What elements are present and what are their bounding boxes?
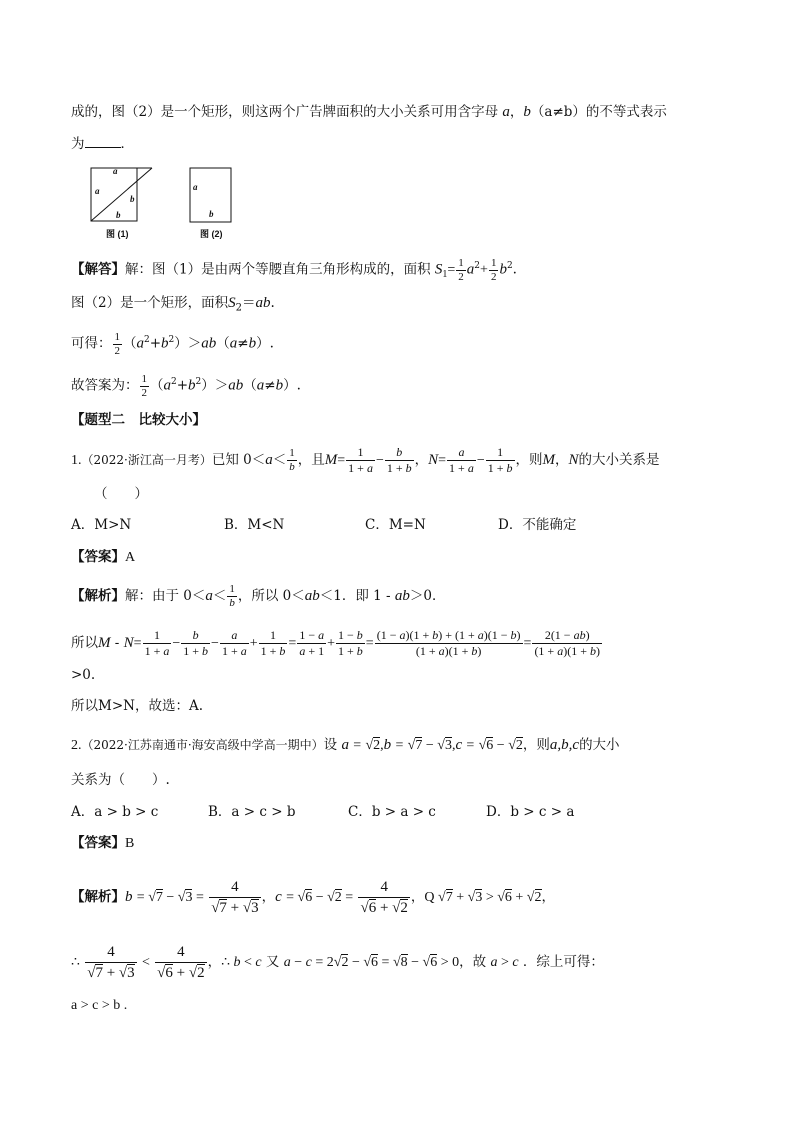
question-tail: 的不等式表示 xyxy=(585,104,667,120)
question-1-analysis-line-2: 所以M - N= $\frac{1}{1 + a}$ − $\frac{b}{1 + b}$ − $\frac{a}{1 + a}$ + $\frac{1}{1 + b}$ = $\frac{1 - a}{a + 1}$ + $\frac{1 - b}{1 + b}$ = $\frac{(1 - a)(1 + b) + (1 + a)(1 - b)}{(1 + a)(1 + b)}$ = $\frac{2(1 - ab)}{(1 + a)(1 + b)}$ xyxy=(71,628,600,658)
figure-1-label-a-left: a xyxy=(95,186,100,196)
option-b: B．M<N xyxy=(224,517,285,533)
question-text-2: 为 xyxy=(71,136,85,152)
option-c: C．M=N xyxy=(365,517,426,533)
var-b: b xyxy=(523,104,531,120)
answer-line-3: 可得： $\frac{1}{2}$ $(a^2+b^2)>ab(a\ne b)$. xyxy=(71,330,274,357)
answer-value: A xyxy=(125,550,136,565)
figure-1-caption: 图 (1) xyxy=(106,229,129,239)
question-1-line: 1.（2022·浙江高一月考）已知 0＜a＜ $\frac{1}{b}$ ，且M= $\frac{1}{1 + a}$ − $\frac{b}{1 + b}$ ，N= $\frac{a}{1 + a}$ − $\frac{1}{1 + b}$ ，则M，N的大小关系是 xyxy=(71,445,660,475)
option-d: D．b > c > a xyxy=(486,804,575,820)
question-1-stem: 已知 xyxy=(211,452,239,468)
answer-text: 解：图（1）是由两个等腰直角三角形构成的，面积 xyxy=(125,261,431,278)
figure-1-label-b-bottom: b xyxy=(116,210,121,220)
question-2-line: 2.（2022·江苏南通市·海安高级中学高一期中）设 a = √2,b = √7 − √3,c = √6 − √2，则a,b,c的大小 xyxy=(71,737,620,753)
question-text: 成的，图（2）是一个矩形，则这两个广告牌面积的大小关系可用含字母 xyxy=(71,104,499,120)
question-2-answer xyxy=(71,833,134,854)
figure-2-label-b: b xyxy=(209,209,214,219)
question-2-analysis-line-2: ∴ $\frac{4}{√7 + √3}$ < $\frac{4}{√6 + √2}$ ，∴ b < c 又 a − c = 2√2 − √6 = √8 − √6 > 0，故 a > c ．综上可得： xyxy=(71,944,604,981)
question-1-tail: 的大小关系是 xyxy=(578,452,660,468)
question-2-final: a > c > b . xyxy=(71,998,128,1013)
question-1-analysis-line-3: >0. xyxy=(71,667,96,683)
figure-1-label-b-mid: b xyxy=(130,194,135,204)
analysis-text: 解：由于 xyxy=(125,588,179,604)
answer-label: 【答案】 xyxy=(71,549,125,565)
section-title: 【题型二 比较大小】 xyxy=(71,412,206,428)
answer-text-4: 故答案为： xyxy=(71,377,139,394)
question-2-source: （2022·江苏南通市·海安高级中学高一期中） xyxy=(81,738,324,752)
figure-2-label-a: a xyxy=(193,182,198,192)
question-1-source: （2022·浙江高一月考） xyxy=(81,453,212,467)
answer-line-4: 故答案为： $\frac{1}{2}$ $(a^2+b^2)>ab(a\ne b)$. xyxy=(71,372,301,399)
figure-2-caption: 图 (2) xyxy=(200,229,223,239)
analysis-label: 【解析】 xyxy=(71,588,125,604)
question-2-number: 2. xyxy=(71,738,82,753)
figure-1-diagonal xyxy=(91,168,152,221)
question-1-answer xyxy=(71,547,135,568)
answer-text-2: 图（2）是一个矩形，面积 xyxy=(71,295,229,311)
question-2-analysis-line-1: 【解析】b = √7 − √3 = $\frac{4}{√7 + √3}$ ，c = √6 − √2 = $\frac{4}{√6 + √2}$ ，Q √7 + √3 > √6 + √2， xyxy=(71,879,555,916)
question-2-stem: 设 xyxy=(323,737,338,753)
condition: （a≠b） xyxy=(530,104,586,120)
question-1-analysis-line-1: 【解析】解：由于 0＜a＜ $\frac{1}{b}$ ，所以 0＜ab＜1．即 1 - ab＞0． xyxy=(71,583,446,609)
question-1-paren: （ ） xyxy=(94,486,148,502)
answer-label: 【答案】 xyxy=(71,835,125,851)
question-2-tail: 的大小 xyxy=(579,737,620,753)
answer-label: 【解答】 xyxy=(71,261,125,278)
question-text-line-2: 为 ． xyxy=(71,136,134,152)
option-c: C．b > a > c xyxy=(348,804,436,820)
option-d: D．不能确定 xyxy=(498,517,577,533)
var-a: a xyxy=(502,104,510,120)
option-a: A．M>N xyxy=(71,517,132,533)
answer-text-3: 可得： xyxy=(71,335,112,352)
option-b: B．a > c > b xyxy=(208,804,296,820)
question-1-conclusion: 所以M>N，故选：A. xyxy=(71,698,203,714)
option-a: A．a > b > c xyxy=(71,804,159,820)
question-text-line: 成的，图（2）是一个矩形，则这两个广告牌面积的大小关系可用含字母 a，b（a≠b）的不等式表示 xyxy=(71,104,667,120)
question-1-number: 1. xyxy=(71,453,82,468)
answer-line-1: 【解答】解：图（1）是由两个等腰直角三角形构成的，面积 $S_1=$ $\frac{1}{2}$ $a^2+$ $\frac{1}{2}$ $b^2$. xyxy=(71,256,517,283)
question-2-line-2: 关系为（ ）. xyxy=(71,772,170,788)
answer-blank xyxy=(85,147,121,148)
answer-line-2: 图（2）是一个矩形，面积$S_2=ab$. xyxy=(71,295,275,314)
analysis-label: 【解析】 xyxy=(71,889,125,905)
figure-1-label-a-top: a xyxy=(113,166,118,176)
answer-value: B xyxy=(125,836,135,851)
